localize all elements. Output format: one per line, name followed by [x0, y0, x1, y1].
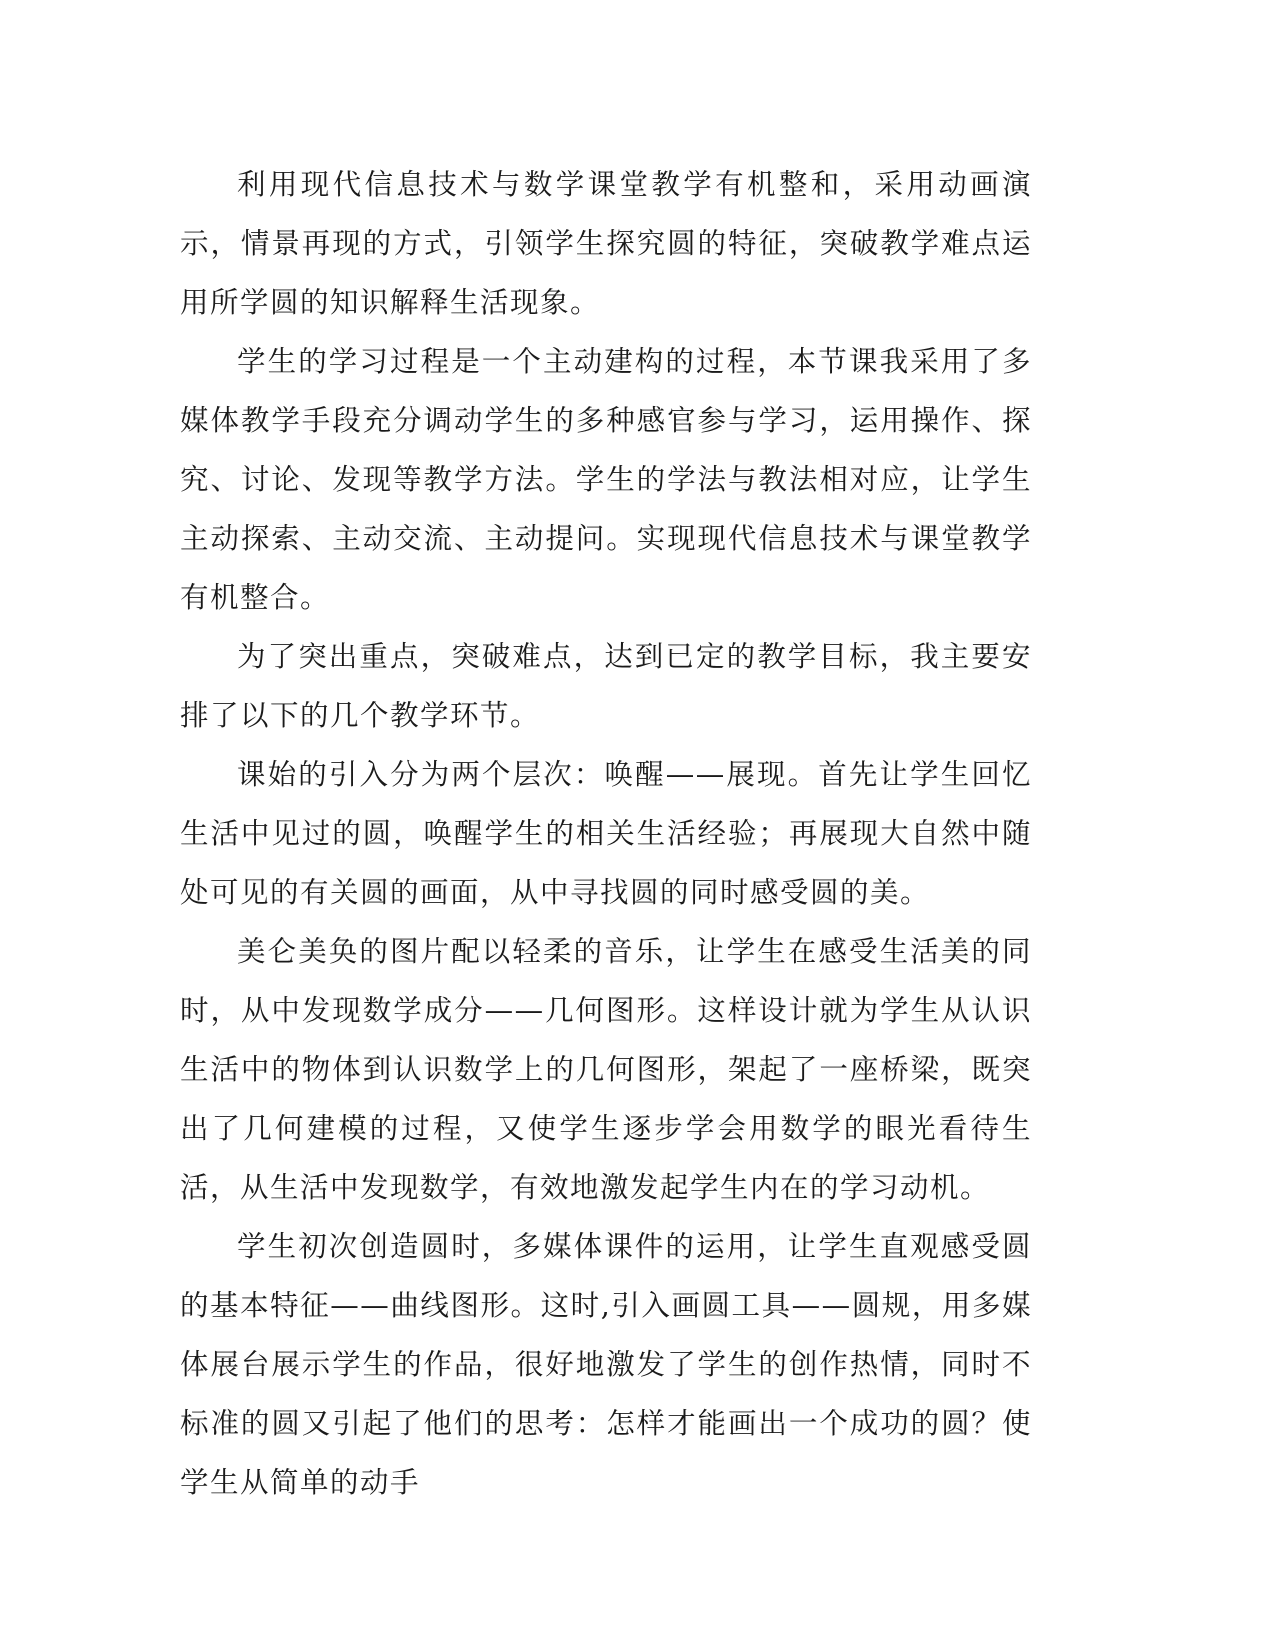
paragraph: 课始的引入分为两个层次：唤醒——展现。首先让学生回忆生活中见过的圆，唤醒学生的相关生活经验；再展现大自然中随处可见的有关圆的画面，从中寻找圆的同时感受圆的美。: [180, 758, 1032, 909]
paragraph: 学生的学习过程是一个主动建构的过程，本节课我采用了多媒体教学手段充分调动学生的多种感官参与学习，运用操作、探究、讨论、发现等教学方法。学生的学法与教法相对应，让学生主动探索、主动交流、主动提问。实现现代信息技术与课堂教学有机整合。: [180, 345, 1032, 614]
document-body: [180, 155, 1032, 1512]
paragraph: 利用现代信息技术与数学课堂教学有机整和，采用动画演示，情景再现的方式，引领学生探究圆的特征，突破教学难点运用所学圆的知识解释生活现象。: [180, 168, 1032, 319]
paragraph: 美仑美奂的图片配以轻柔的音乐，让学生在感受生活美的同时，从中发现数学成分——几何图形。这样设计就为学生从认识生活中的物体到认识数学上的几何图形，架起了一座桥梁，既突出了几何建模的过程，又使学生逐步学会用数学的眼光看待生活，从生活中发现数学，有效地激发起学生内在的学习动机。: [180, 935, 1032, 1204]
paragraph: 学生初次创造圆时，多媒体课件的运用，让学生直观感受圆的基本特征——曲线图形。这时,引入画圆工具——圆规，用多媒体展台展示学生的作品，很好地激发了学生的创作热情，同时不标准的圆又引起了他们的思考：怎样才能画出一个成功的圆？使学生从简单的动手: [180, 1230, 1032, 1499]
paragraph: 为了突出重点，突破难点，达到已定的教学目标，我主要安排了以下的几个教学环节。: [180, 640, 1032, 732]
